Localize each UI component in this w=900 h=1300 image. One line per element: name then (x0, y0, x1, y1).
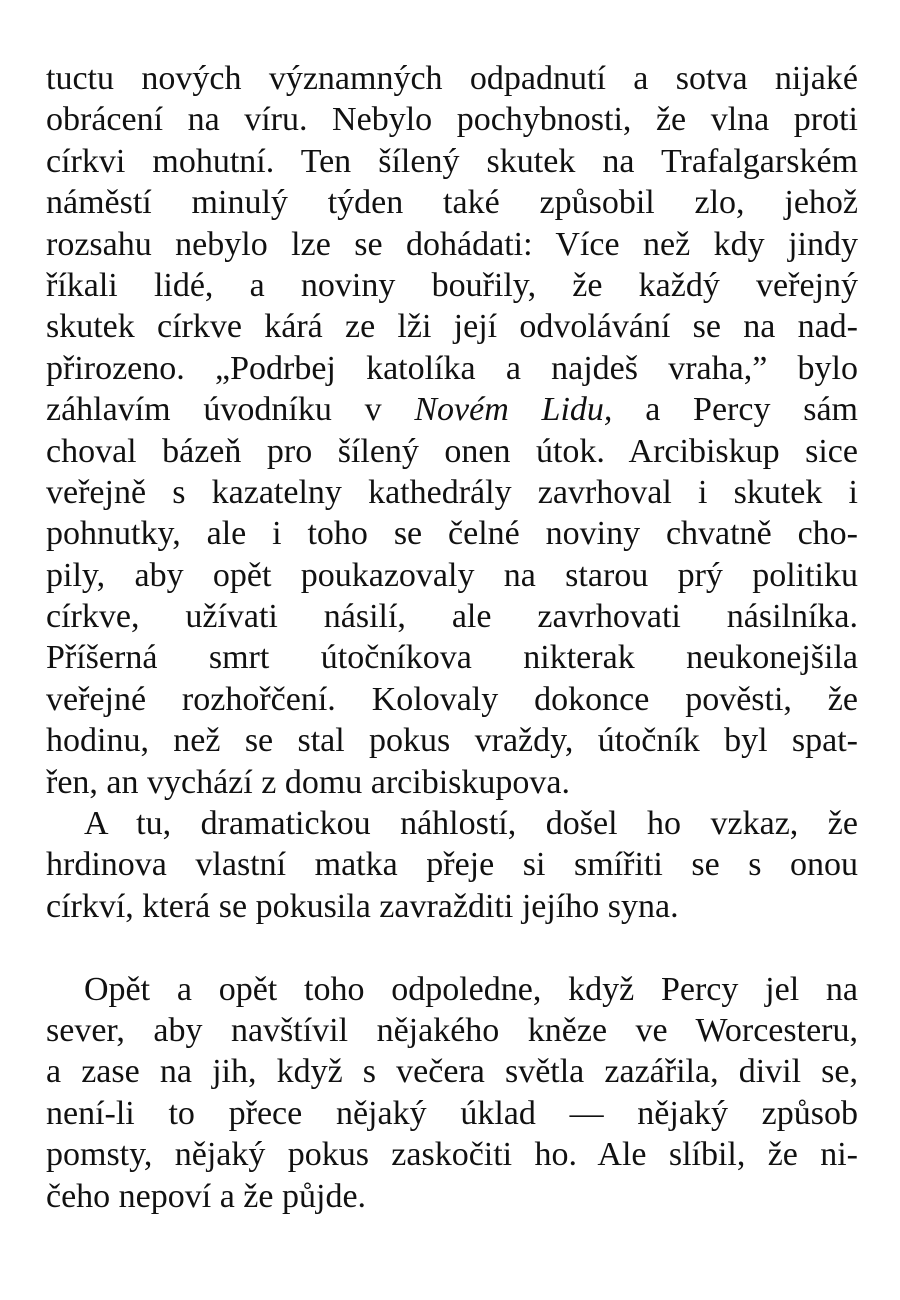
text-line: záhlavím úvodníku v Novém Lidu, a Percy sám (46, 391, 858, 429)
paragraph-gap (46, 927, 858, 968)
text-line: přirozeno. „Podrbej katolíka a najdeš vraha,” bylo (46, 349, 858, 387)
text-line: Příšerná smrt útočníkova nikterak neukonejšila (46, 639, 858, 677)
text-line: církví, která se pokusila zavražditi jejího syna. (46, 887, 679, 925)
document-page (46, 58, 858, 1217)
text-line: veřejně s kazatelny kathedrály zavrhoval i skutek i (46, 473, 858, 511)
text-line: choval bázeň pro šílený onen útok. Arcibiskup sice (46, 432, 858, 470)
text-line: čeho nepoví a že půjde. (46, 1177, 367, 1215)
text-line: rozsahu nebylo lze se dohádati: Více než kdy jindy (46, 225, 858, 263)
paragraph (46, 803, 858, 927)
text-line: církvi mohutní. Ten šílený skutek na Trafalgarském (46, 142, 858, 180)
text-line: církve, užívati násilí, ale zavrhovati násilníka. (46, 598, 858, 636)
text-line: A tu, dramatickou náhlostí, došel ho vzkaz, že (84, 805, 858, 843)
text-line: hodinu, než se stal pokus vraždy, útočník byl spat- (46, 722, 858, 760)
paragraph (46, 58, 858, 803)
text-line: hrdinova vlastní matka přeje si smířiti se s onou (46, 846, 858, 884)
text-line: není-li to přece nějaký úklad — nějaký způsob (46, 1094, 858, 1132)
text-line: tuctu nových významných odpadnutí a sotva nijaké (46, 60, 858, 97)
text-line: pily, aby opět poukazovaly na starou prý politiku (46, 556, 858, 594)
text-line: náměstí minulý týden také způsobil zlo, jehož (46, 184, 858, 222)
text-line: pomsty, nějaký pokus zaskočiti ho. Ale slíbil, že ni- (46, 1136, 858, 1174)
paragraph (46, 969, 858, 1217)
italic-title: Novém Lidu, (414, 391, 613, 429)
text-line: Opět a opět toho odpoledne, když Percy jel na (84, 970, 858, 1008)
text-line: veřejné rozhořčení. Kolovaly dokonce pověsti, že (46, 680, 858, 718)
text-line: skutek církve kárá ze lži její odvolávání se na nad- (46, 308, 858, 346)
text-line: říkali lidé, a noviny bouřily, že každý veřejný (46, 266, 858, 304)
text-line: pohnutky, ale i toho se čelné noviny chvatně cho- (46, 515, 858, 553)
text-line: a zase na jih, když s večera světla zazářila, divil se, (46, 1053, 858, 1091)
text-line: řen, an vychází z domu arcibiskupova. (46, 763, 570, 801)
text-line: obrácení na víru. Nebylo pochybnosti, že vlna proti (46, 101, 858, 139)
text-line: sever, aby navštívil nějakého kněze ve Worcesteru, (46, 1011, 858, 1049)
